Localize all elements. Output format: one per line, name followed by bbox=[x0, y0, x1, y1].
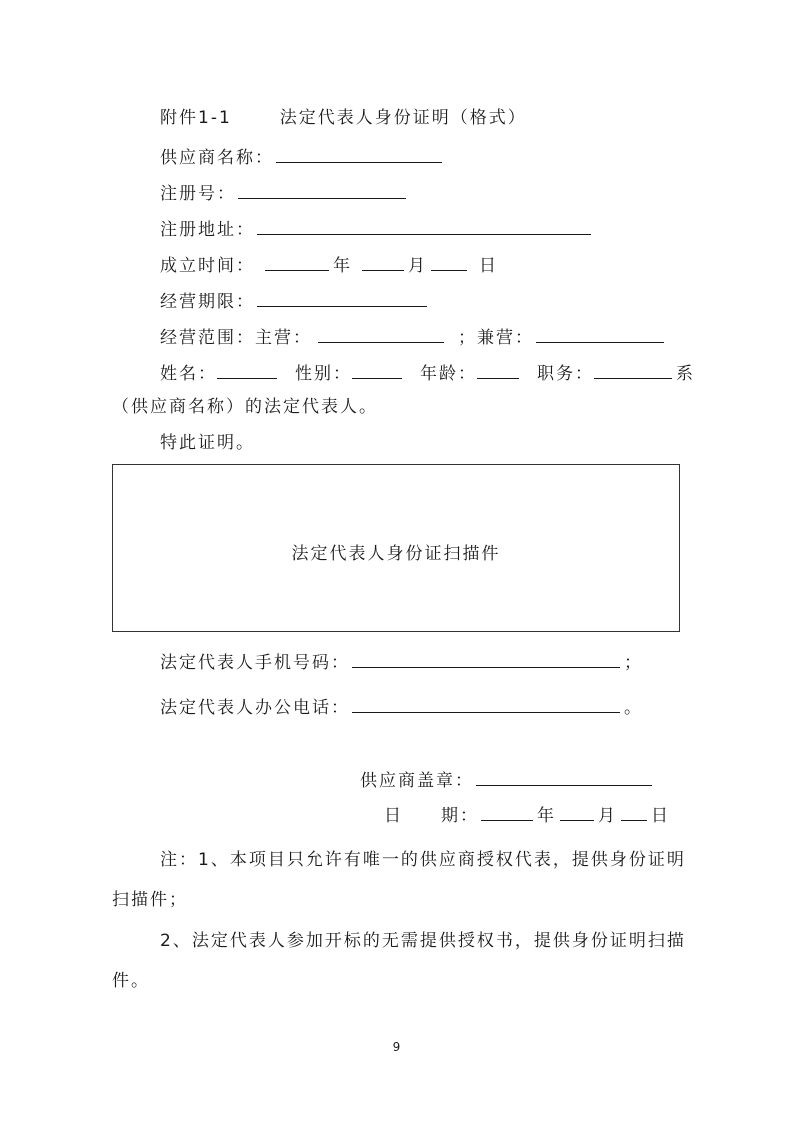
established-year-blank[interactable] bbox=[265, 252, 329, 271]
mobile-end: ； bbox=[624, 653, 643, 673]
period-blank[interactable] bbox=[257, 288, 427, 307]
established-year: 年 bbox=[333, 256, 352, 276]
note-2b: 件。 bbox=[112, 971, 150, 991]
established-day: 日 bbox=[479, 256, 498, 276]
established-label: 成立时间： bbox=[160, 256, 255, 276]
mobile-blank[interactable] bbox=[352, 649, 620, 668]
position-label: 职务： bbox=[537, 364, 594, 384]
stamp-label: 供应商盖章： bbox=[360, 771, 474, 791]
id-scan-label: 法定代表人身份证扫描件 bbox=[291, 544, 501, 564]
age-blank[interactable] bbox=[477, 360, 519, 379]
sign-day: 日 bbox=[651, 806, 670, 826]
tail-text: 系 bbox=[676, 364, 695, 384]
period-row bbox=[160, 288, 431, 313]
supplier-name-label: 供应商名称： bbox=[160, 148, 274, 168]
scope-secondary-blank[interactable] bbox=[536, 324, 664, 343]
position-blank[interactable] bbox=[594, 360, 672, 379]
supplier-name-blank[interactable] bbox=[276, 144, 442, 163]
sign-year-blank[interactable] bbox=[481, 802, 533, 821]
reg-address-blank[interactable] bbox=[257, 216, 591, 235]
period-label: 经营期限： bbox=[160, 292, 255, 312]
certify-line: 特此证明。 bbox=[160, 433, 255, 453]
reg-no-blank[interactable] bbox=[238, 180, 406, 199]
stamp-blank[interactable] bbox=[476, 767, 652, 786]
sign-date-label: 日 期： bbox=[384, 806, 479, 826]
established-month: 月 bbox=[408, 256, 427, 276]
header-line bbox=[160, 107, 527, 129]
id-scan-box[interactable] bbox=[112, 464, 680, 632]
sign-year: 年 bbox=[537, 806, 556, 826]
attachment-label: 附件1-1 bbox=[160, 108, 232, 128]
name-label: 姓名： bbox=[160, 364, 217, 384]
age-label: 年龄： bbox=[420, 364, 477, 384]
established-month-blank[interactable] bbox=[362, 252, 404, 271]
page-number: 9 bbox=[392, 1040, 401, 1054]
name-blank[interactable] bbox=[217, 360, 277, 379]
mobile-label: 法定代表人手机号码： bbox=[160, 653, 350, 673]
reg-address-row bbox=[160, 216, 595, 241]
sign-month: 月 bbox=[598, 806, 617, 826]
office-blank[interactable] bbox=[352, 694, 620, 713]
sign-day-blank[interactable] bbox=[621, 802, 647, 821]
office-end: 。 bbox=[624, 698, 643, 718]
reg-no-label: 注册号： bbox=[160, 184, 236, 204]
note-2a: 2、法定代表人参加开标的无需提供授权书，提供身份证明扫描 bbox=[160, 931, 686, 951]
reg-address-label: 注册地址： bbox=[160, 220, 255, 240]
doc-title: 法定代表人身份证明（格式） bbox=[279, 108, 527, 128]
person-row bbox=[160, 360, 695, 385]
sign-month-blank[interactable] bbox=[560, 802, 594, 821]
gender-label: 性别： bbox=[295, 364, 352, 384]
scope-main-blank[interactable] bbox=[318, 324, 444, 343]
gender-blank[interactable] bbox=[352, 360, 402, 379]
note-1a: 注：1、本项目只允许有唯一的供应商授权代表，提供身份证明 bbox=[160, 850, 686, 870]
sign-date-row bbox=[384, 802, 670, 827]
office-row bbox=[160, 694, 643, 719]
stamp-row bbox=[360, 767, 656, 792]
established-row bbox=[160, 252, 498, 277]
mobile-row bbox=[160, 649, 643, 674]
office-label: 法定代表人办公电话： bbox=[160, 698, 350, 718]
scope-secondary-label: ；兼营： bbox=[458, 328, 534, 348]
reg-no-row bbox=[160, 180, 410, 205]
established-day-blank[interactable] bbox=[431, 252, 467, 271]
scope-label: 经营范围：主营： bbox=[160, 328, 312, 348]
scope-row bbox=[160, 324, 668, 349]
supplier-name-row bbox=[160, 144, 446, 169]
note-1b: 扫描件； bbox=[112, 890, 188, 910]
rep-line: （供应商名称）的法定代表人。 bbox=[112, 397, 378, 417]
